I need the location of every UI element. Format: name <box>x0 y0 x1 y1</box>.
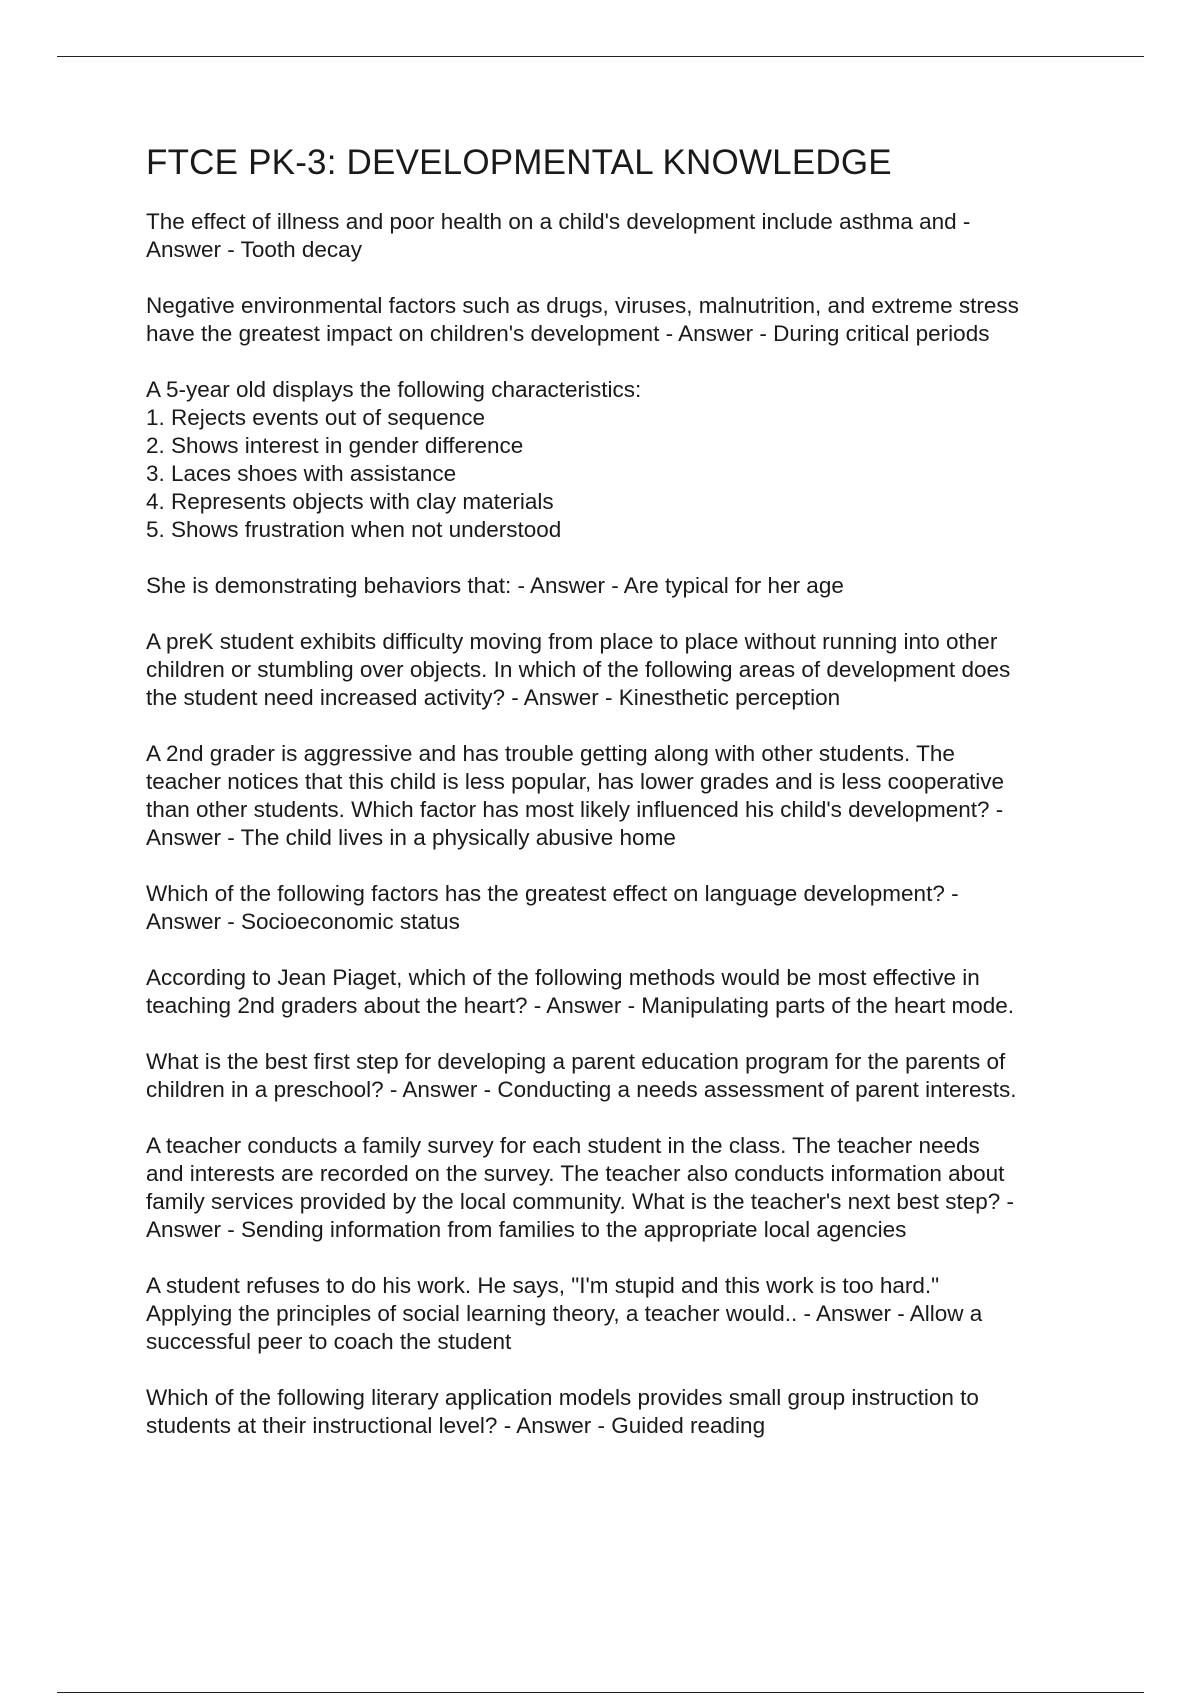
qa-entry-3: A 5-year old displays the following characteristics: 1. Rejects events out of sequence 2. Shows interest in gender difference 3. Laces shoes with assistance 4. Represents objects with clay materials 5. Shows frustration when not understood <box>146 377 642 542</box>
qa-entry-9: What is the best first step for developing a parent education program for the parents of children in a preschool? - Answer - Conducting a needs assessment of parent interests. <box>146 1049 1017 1102</box>
qa-entry-12: Which of the following literary application models provides small group instruction to students at their instructional level? - Answer - Guided reading <box>146 1385 979 1438</box>
qa-entry-11: A student refuses to do his work. He says, "I'm stupid and this work is too hard." Applying the principles of social learning theory, a teacher would.. - Answer - Allow a successful peer to coach the student <box>146 1273 983 1354</box>
qa-entry-8: According to Jean Piaget, which of the following methods would be most effective in teaching 2nd graders about the heart? - Answer - Manipulating parts of the heart mode. <box>146 965 1015 1018</box>
document-title: FTCE PK-3: DEVELOPMENTAL KNOWLEDGE <box>146 143 892 182</box>
qa-entry-6: A 2nd grader is aggressive and has trouble getting along with other students. The teacher notices that this child is less popular, has lower grades and is less cooperative than other students. Which factor has most likely influenced his child's development? - Answer - The child lives in a physically abusive home <box>146 741 1004 850</box>
qa-entry-4: She is demonstrating behaviors that: - Answer - Are typical for her age <box>146 573 844 598</box>
qa-entry-1: The effect of illness and poor health on a child's development include asthma and - Answer - Tooth decay <box>146 209 971 262</box>
qa-entry-7: Which of the following factors has the greatest effect on language development? - Answer - Socioeconomic status <box>146 881 959 934</box>
qa-entry-2: Negative environmental factors such as drugs, viruses, malnutrition, and extreme stress have the greatest impact on children's development - Answer - During critical periods <box>146 293 1019 346</box>
bottom-rule <box>57 1692 1144 1693</box>
top-rule <box>57 56 1144 57</box>
qa-entry-10: A teacher conducts a family survey for each student in the class. The teacher needs and interests are recorded on the survey. The teacher also conducts information about family services provided by the local community. What is the teacher's next best step? - Answer - Sending information from families to the appropriate local agencies <box>146 1133 1014 1242</box>
qa-entry-5: A preK student exhibits difficulty moving from place to place without running into other children or stumbling over objects. In which of the following areas of development does the student need increased activity? - Answer - Kinesthetic perception <box>146 629 1011 710</box>
document-body <box>146 142 1106 1468</box>
